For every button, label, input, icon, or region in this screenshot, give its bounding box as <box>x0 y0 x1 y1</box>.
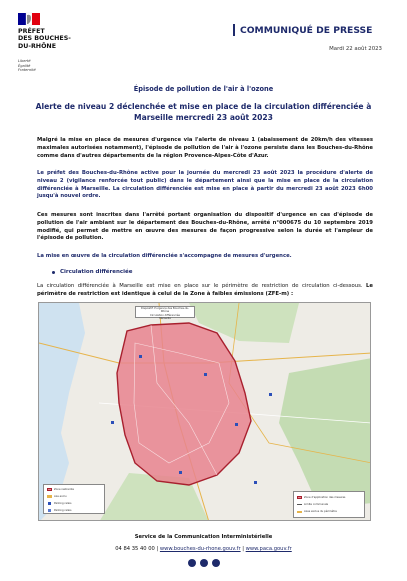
instagram-icon[interactable] <box>212 559 220 567</box>
legend-label: Limite communale <box>304 503 329 506</box>
legend-label: Zone d'application des mesures <box>304 496 346 499</box>
parking-relay-marker <box>254 481 257 484</box>
legend-swatch <box>48 502 51 505</box>
parking-relay-marker <box>111 421 114 424</box>
facebook-icon[interactable] <box>188 559 196 567</box>
paragraph-legal-basis: Ces mesures sont inscrites dans l'arrêté portant organisation du dispositif d'urgence en cas d'épisode de pollution de l'air ambiant sur le département des Bouches-du-Rhône, arrêté n°000675 du 10 septembre 2019 modifié, qui permet de mettre en œuvre des mesures de façon progressive selon la durée et l'ampleur de l'épisode de pollution. <box>37 212 373 242</box>
legend-label: Parking relais <box>54 502 72 505</box>
paragraph-alert-activation: Le préfet des Bouches-du-Rhône active pour la journée du mercredi 23 août 2023 la procédure d'alerte de niveau 2 (vigilance renforcée tout public) dans le département ainsi que la mise en place de la circulation différenciée à Marseille. La circulation différenciée est mise en place à partir du mercredi 23 août 2023 6h00 jusqu'à nouvel ordre. <box>37 170 373 200</box>
perimeter-zfe-text: Le périmètre de restriction est identique à celui de la Zone à faibles émissions (ZFE-m) : <box>37 283 373 297</box>
legend-swatch <box>47 495 52 498</box>
social-links <box>184 559 224 569</box>
paragraph-context: Malgré la mise en place de mesures d'urgence via l'alerte de niveau 1 (abaissement de 20km/h des vitesses maximales autorisées notamment), l'épisode de pollution de l'air à l'ozone persiste dans les Bouches-du-Rhône comme dans d'autres départements de la région Provence-Alpes-Côte d'Azur. <box>37 137 373 159</box>
legend-label: Parking relais <box>54 509 72 512</box>
legend-label: Axe exclu <box>54 495 67 498</box>
parking-relay-marker <box>139 355 142 358</box>
twitter-icon[interactable] <box>200 559 208 567</box>
bullet-circulation-differenciee: Circulation différenciée <box>60 269 133 275</box>
parking-relay-marker <box>235 423 238 426</box>
footer-separator: | <box>156 546 159 552</box>
legend-label: Axes exclus du périmètre <box>304 510 337 513</box>
headline-main-line2: Marseille mercredi 23 août 2023 <box>134 113 273 122</box>
press-release-label: COMMUNIQUÉ DE PRESSE <box>240 25 373 36</box>
legend-swatch <box>47 488 52 491</box>
footer-separator: | <box>242 546 244 552</box>
publication-date: Mardi 22 août 2023 <box>329 46 382 52</box>
footer-service: Service de la Communication Interministérielle <box>134 534 273 540</box>
bullet-icon <box>52 271 55 274</box>
map-legend-left <box>43 484 105 514</box>
marianne-icon <box>18 12 58 26</box>
paragraph-perimeter <box>37 283 373 299</box>
prefet-title: PRÉFET DES BOUCHES- DU-RHÔNE <box>18 28 71 50</box>
footer-phone: 04 84 35 40 00 <box>115 546 155 552</box>
parking-relay-marker <box>179 471 182 474</box>
link-paca-website[interactable]: www.paca.gouv.fr <box>245 546 292 552</box>
parking-relay-marker <box>269 393 272 396</box>
headline-main-line1: Alerte de niveau 2 déclenchée et mise en place de la circulation différenciée à <box>35 102 372 111</box>
press-label-divider <box>233 24 235 36</box>
footer-contacts <box>0 546 407 552</box>
legend-swatch <box>48 509 51 512</box>
parking-relay-marker <box>204 373 207 376</box>
headline-topic: Épisode de pollution de l'air à l'ozone <box>133 85 274 93</box>
map-legend-right <box>293 491 365 518</box>
map-title: Dispositif d'urgence des Bouches-du-Rhône Circulation différenciée Marseille <box>140 307 190 320</box>
legend-swatch <box>297 504 302 505</box>
perimeter-text: La circulation différenciée à Marseille est mise en place sur le périmètre de restriction de circulation ci-dessous. <box>37 283 363 289</box>
link-prefecture-website[interactable]: www.bouches-du-rhone.gouv.fr <box>159 546 241 552</box>
legend-swatch <box>297 511 302 513</box>
legend-swatch <box>297 496 302 499</box>
restriction-perimeter-map <box>38 302 371 521</box>
republic-motto: Liberté Égalité Fraternité <box>18 59 36 73</box>
paragraph-measures-intro: La mise en œuvre de la circulation différenciée s'accompagne de mesures d'urgence. <box>37 253 292 259</box>
legend-label: Zone restreinte <box>54 488 74 491</box>
